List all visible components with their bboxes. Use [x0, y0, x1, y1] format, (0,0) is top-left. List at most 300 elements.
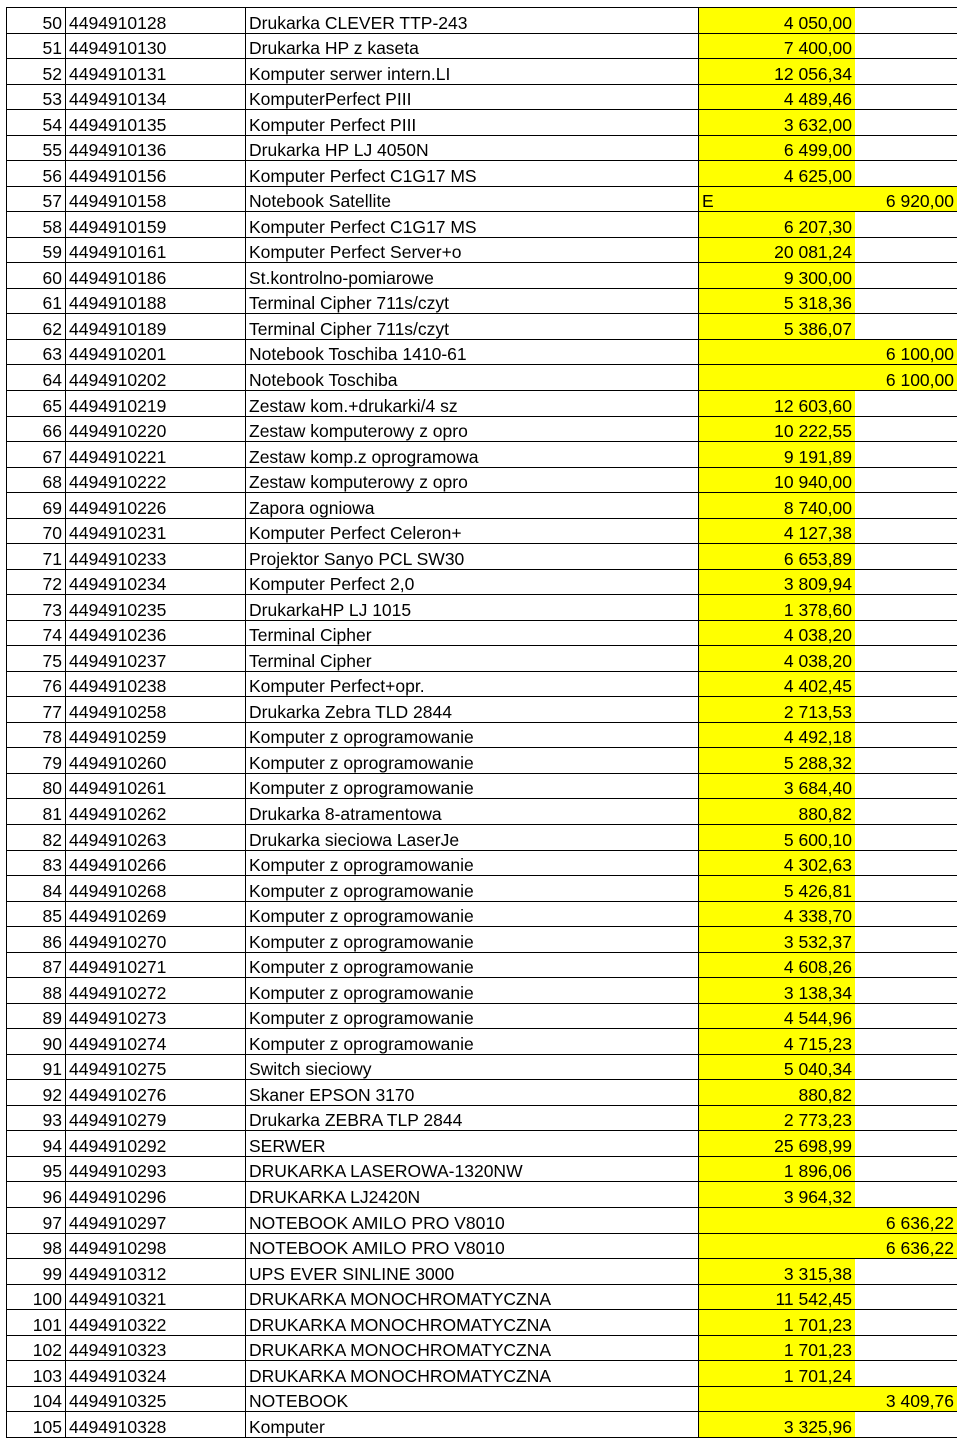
item-name-cell: Komputer Perfect PIII [246, 110, 699, 136]
value-secondary-cell [855, 263, 957, 289]
row-number-cell: 61 [7, 288, 66, 314]
inventory-number-cell: 4494910293 [66, 1156, 246, 1182]
value-cell: 1 701,23 [699, 1310, 856, 1336]
inventory-number-cell: 4494910234 [66, 569, 246, 595]
table-row [7, 569, 958, 595]
table-row [7, 1310, 958, 1336]
inventory-number-cell: 4494910226 [66, 493, 246, 519]
value-secondary-cell [855, 416, 957, 442]
inventory-number-cell: 4494910135 [66, 110, 246, 136]
row-number-cell: 74 [7, 620, 66, 646]
table-row [7, 876, 958, 902]
table-row [7, 799, 958, 825]
value-secondary-cell [855, 8, 957, 34]
value-cell: 880,82 [699, 1080, 856, 1106]
inventory-number-cell: 4494910189 [66, 314, 246, 340]
value-secondary-cell [855, 544, 957, 570]
inventory-number-cell: 4494910238 [66, 671, 246, 697]
table-row [7, 8, 958, 34]
value-cell: 6 499,00 [699, 135, 856, 161]
item-name-cell: Drukarka HP LJ 4050N [246, 135, 699, 161]
item-name-cell: Komputer Perfect Celeron+ [246, 518, 699, 544]
row-number-cell: 93 [7, 1105, 66, 1131]
table-row [7, 927, 958, 953]
value-secondary-cell [855, 1335, 957, 1361]
value-cell: 4 038,20 [699, 646, 856, 672]
inventory-number-cell: 4494910321 [66, 1284, 246, 1310]
table-row [7, 671, 958, 697]
value-cell: 11 542,45 [699, 1284, 856, 1310]
table-row [7, 263, 958, 289]
item-name-cell: Zestaw komp.z oprogramowa [246, 442, 699, 468]
row-number-cell: 63 [7, 339, 66, 365]
item-name-cell: Zestaw kom.+drukarki/4 sz [246, 390, 699, 416]
item-name-cell: Komputer z oprogramowanie [246, 876, 699, 902]
value-secondary-cell: 3 409,76 [855, 1386, 957, 1412]
row-number-cell: 51 [7, 33, 66, 59]
category-mark: E [702, 191, 714, 212]
table-row [7, 59, 958, 85]
item-name-cell: Zapora ogniowa [246, 493, 699, 519]
item-name-cell: Komputer z oprogramowanie [246, 927, 699, 953]
inventory-number-cell: 4494910325 [66, 1386, 246, 1412]
item-name-cell: Komputer [246, 1412, 699, 1438]
table-row [7, 1386, 958, 1412]
inventory-number-cell: 4494910322 [66, 1310, 246, 1336]
value-cell: 1 701,23 [699, 1335, 856, 1361]
value-cell: 7 400,00 [699, 33, 856, 59]
inventory-number-cell: 4494910235 [66, 595, 246, 621]
value-secondary-cell [855, 671, 957, 697]
table-row [7, 1207, 958, 1233]
item-name-cell: DRUKARKA LASEROWA-1320NW [246, 1156, 699, 1182]
inventory-table-body [7, 8, 958, 1438]
value-secondary-cell [855, 237, 957, 263]
value-cell: 5 600,10 [699, 825, 856, 851]
row-number-cell: 84 [7, 876, 66, 902]
row-number-cell: 82 [7, 825, 66, 851]
item-name-cell: DRUKARKA MONOCHROMATYCZNA [246, 1361, 699, 1387]
table-row [7, 186, 958, 212]
inventory-number-cell: 4494910296 [66, 1182, 246, 1208]
item-name-cell: Komputer z oprogramowanie [246, 1029, 699, 1055]
item-name-cell: Drukarka HP z kaseta [246, 33, 699, 59]
row-number-cell: 57 [7, 186, 66, 212]
value-cell: 3 532,37 [699, 927, 856, 953]
table-row [7, 1284, 958, 1310]
value-secondary-cell: 6 636,22 [855, 1233, 957, 1259]
table-row [7, 110, 958, 136]
item-name-cell: Komputer z oprogramowanie [246, 952, 699, 978]
item-name-cell: Komputer z oprogramowanie [246, 901, 699, 927]
value-cell: 6 207,30 [699, 212, 856, 238]
value-cell: 5 386,07 [699, 314, 856, 340]
value-cell: 4 038,20 [699, 620, 856, 646]
item-name-cell: Komputer Perfect C1G17 MS [246, 212, 699, 238]
inventory-number-cell: 4494910312 [66, 1259, 246, 1285]
inventory-number-cell: 4494910261 [66, 773, 246, 799]
value-secondary-cell [855, 748, 957, 774]
item-name-cell: Drukarka ZEBRA TLP 2844 [246, 1105, 699, 1131]
inventory-number-cell: 4494910272 [66, 978, 246, 1004]
inventory-number-cell: 4494910328 [66, 1412, 246, 1438]
table-row [7, 901, 958, 927]
value-secondary-cell [855, 978, 957, 1004]
table-row [7, 135, 958, 161]
row-number-cell: 76 [7, 671, 66, 697]
item-name-cell: Terminal Cipher [246, 620, 699, 646]
inventory-number-cell: 4494910275 [66, 1054, 246, 1080]
value-secondary-cell [855, 773, 957, 799]
item-name-cell: NOTEBOOK AMILO PRO V8010 [246, 1207, 699, 1233]
value-cell: 5 288,32 [699, 748, 856, 774]
item-name-cell: Terminal Cipher 711s/czyt [246, 314, 699, 340]
row-number-cell: 66 [7, 416, 66, 442]
row-number-cell: 104 [7, 1386, 66, 1412]
inventory-number-cell: 4494910219 [66, 390, 246, 416]
value-cell: 8 740,00 [699, 493, 856, 519]
value-cell: 4 489,46 [699, 84, 856, 110]
row-number-cell: 53 [7, 84, 66, 110]
table-row [7, 84, 958, 110]
value-cell: 25 698,99 [699, 1131, 856, 1157]
value-secondary-cell [855, 1156, 957, 1182]
table-row [7, 620, 958, 646]
value-secondary-cell [855, 952, 957, 978]
value-secondary-cell [855, 697, 957, 723]
item-name-cell: Komputer z oprogramowanie [246, 850, 699, 876]
value-secondary-cell: 6 100,00 [855, 339, 957, 365]
item-name-cell: Komputer serwer intern.LI [246, 59, 699, 85]
value-secondary-cell [855, 1003, 957, 1029]
value-secondary-cell: 6 920,00 [855, 186, 957, 212]
value-cell: 3 325,96 [699, 1412, 856, 1438]
value-secondary-cell [855, 467, 957, 493]
value-cell: 4 127,38 [699, 518, 856, 544]
row-number-cell: 92 [7, 1080, 66, 1106]
item-name-cell: Komputer z oprogramowanie [246, 978, 699, 1004]
table-row [7, 978, 958, 1004]
inventory-number-cell: 4494910237 [66, 646, 246, 672]
value-cell [699, 1233, 856, 1259]
value-secondary-cell [855, 1412, 957, 1438]
value-secondary-cell [855, 569, 957, 595]
table-row [7, 467, 958, 493]
table-row [7, 722, 958, 748]
value-cell: 3 632,00 [699, 110, 856, 136]
item-name-cell: Drukarka 8-atramentowa [246, 799, 699, 825]
value-cell: 4 608,26 [699, 952, 856, 978]
inventory-number-cell: 4494910323 [66, 1335, 246, 1361]
table-row [7, 748, 958, 774]
value-cell: 4 715,23 [699, 1029, 856, 1055]
table-row [7, 1105, 958, 1131]
row-number-cell: 58 [7, 212, 66, 238]
table-row [7, 1182, 958, 1208]
value-cell: 5 318,36 [699, 288, 856, 314]
inventory-number-cell: 4494910231 [66, 518, 246, 544]
table-row [7, 416, 958, 442]
value-secondary-cell [855, 1080, 957, 1106]
value-cell: 4 544,96 [699, 1003, 856, 1029]
value-cell: 5 426,81 [699, 876, 856, 902]
inventory-number-cell: 4494910324 [66, 1361, 246, 1387]
inventory-number-cell: 4494910262 [66, 799, 246, 825]
row-number-cell: 68 [7, 467, 66, 493]
inventory-number-cell: 4494910258 [66, 697, 246, 723]
row-number-cell: 81 [7, 799, 66, 825]
inventory-number-cell: 4494910260 [66, 748, 246, 774]
row-number-cell: 87 [7, 952, 66, 978]
inventory-number-cell: 4494910274 [66, 1029, 246, 1055]
inventory-number-cell: 4494910292 [66, 1131, 246, 1157]
table-row [7, 773, 958, 799]
value-secondary-cell [855, 850, 957, 876]
item-name-cell: Komputer z oprogramowanie [246, 773, 699, 799]
value-secondary-cell [855, 314, 957, 340]
item-name-cell: Notebook Satellite [246, 186, 699, 212]
row-number-cell: 75 [7, 646, 66, 672]
row-number-cell: 50 [7, 8, 66, 34]
value-cell: 1 701,24 [699, 1361, 856, 1387]
item-name-cell: St.kontrolno-pomiarowe [246, 263, 699, 289]
value-cell: 9 300,00 [699, 263, 856, 289]
item-name-cell: NOTEBOOK [246, 1386, 699, 1412]
item-name-cell: Terminal Cipher 711s/czyt [246, 288, 699, 314]
value-cell: 4 625,00 [699, 161, 856, 187]
item-name-cell: Komputer z oprogramowanie [246, 722, 699, 748]
item-name-cell: Skaner EPSON 3170 [246, 1080, 699, 1106]
value-secondary-cell [855, 722, 957, 748]
table-row [7, 288, 958, 314]
value-secondary-cell [855, 595, 957, 621]
value-cell: 10 222,55 [699, 416, 856, 442]
inventory-number-cell: 4494910271 [66, 952, 246, 978]
value-secondary-cell [855, 1259, 957, 1285]
item-name-cell: Notebook Toschiba 1410-61 [246, 339, 699, 365]
inventory-number-cell: 4494910161 [66, 237, 246, 263]
table-row [7, 161, 958, 187]
table-row [7, 1156, 958, 1182]
value-secondary-cell [855, 825, 957, 851]
inventory-number-cell: 4494910298 [66, 1233, 246, 1259]
table-row [7, 442, 958, 468]
table-row [7, 33, 958, 59]
value-cell: 12 056,34 [699, 59, 856, 85]
row-number-cell: 99 [7, 1259, 66, 1285]
table-row [7, 1361, 958, 1387]
item-name-cell: Drukarka Zebra TLD 2844 [246, 697, 699, 723]
item-name-cell: DRUKARKA MONOCHROMATYCZNA [246, 1310, 699, 1336]
item-name-cell: Komputer Perfect+opr. [246, 671, 699, 697]
inventory-number-cell: 4494910201 [66, 339, 246, 365]
row-number-cell: 52 [7, 59, 66, 85]
value-secondary-cell [855, 927, 957, 953]
table-row [7, 237, 958, 263]
value-secondary-cell [855, 1054, 957, 1080]
item-name-cell: Komputer z oprogramowanie [246, 748, 699, 774]
inventory-number-cell: 4494910131 [66, 59, 246, 85]
row-number-cell: 89 [7, 1003, 66, 1029]
value-cell: 12 603,60 [699, 390, 856, 416]
value-secondary-cell [855, 135, 957, 161]
inventory-number-cell: 4494910136 [66, 135, 246, 161]
value-cell [699, 339, 856, 365]
row-number-cell: 95 [7, 1156, 66, 1182]
item-name-cell: Komputer Perfect 2,0 [246, 569, 699, 595]
value-secondary-cell [855, 212, 957, 238]
table-row [7, 1003, 958, 1029]
table-row [7, 850, 958, 876]
value-cell: 3 964,32 [699, 1182, 856, 1208]
item-name-cell: Switch sieciowy [246, 1054, 699, 1080]
item-name-cell: DRUKARKA MONOCHROMATYCZNA [246, 1284, 699, 1310]
item-name-cell: UPS EVER SINLINE 3000 [246, 1259, 699, 1285]
table-row [7, 518, 958, 544]
value-cell: 3 138,34 [699, 978, 856, 1004]
inventory-table [6, 7, 957, 1438]
table-row [7, 544, 958, 570]
item-name-cell: NOTEBOOK AMILO PRO V8010 [246, 1233, 699, 1259]
row-number-cell: 67 [7, 442, 66, 468]
table-row [7, 952, 958, 978]
row-number-cell: 79 [7, 748, 66, 774]
item-name-cell: Notebook Toschiba [246, 365, 699, 391]
table-row [7, 1054, 958, 1080]
inventory-number-cell: 4494910134 [66, 84, 246, 110]
row-number-cell: 54 [7, 110, 66, 136]
value-cell: 10 940,00 [699, 467, 856, 493]
value-cell [699, 365, 856, 391]
row-number-cell: 69 [7, 493, 66, 519]
table-row [7, 1233, 958, 1259]
value-cell [699, 186, 856, 212]
row-number-cell: 77 [7, 697, 66, 723]
table-row [7, 212, 958, 238]
value-cell: 3 315,38 [699, 1259, 856, 1285]
table-row [7, 390, 958, 416]
value-secondary-cell [855, 33, 957, 59]
row-number-cell: 71 [7, 544, 66, 570]
inventory-number-cell: 4494910202 [66, 365, 246, 391]
inventory-number-cell: 4494910220 [66, 416, 246, 442]
item-name-cell: Komputer Perfect C1G17 MS [246, 161, 699, 187]
row-number-cell: 103 [7, 1361, 66, 1387]
row-number-cell: 90 [7, 1029, 66, 1055]
table-row [7, 1029, 958, 1055]
inventory-number-cell: 4494910159 [66, 212, 246, 238]
value-cell: 6 653,89 [699, 544, 856, 570]
inventory-number-cell: 4494910186 [66, 263, 246, 289]
value-cell: 9 191,89 [699, 442, 856, 468]
inventory-number-cell: 4494910297 [66, 1207, 246, 1233]
table-row [7, 1335, 958, 1361]
row-number-cell: 86 [7, 927, 66, 953]
row-number-cell: 65 [7, 390, 66, 416]
value-secondary-cell [855, 1284, 957, 1310]
row-number-cell: 97 [7, 1207, 66, 1233]
inventory-number-cell: 4494910156 [66, 161, 246, 187]
inventory-number-cell: 4494910233 [66, 544, 246, 570]
inventory-number-cell: 4494910276 [66, 1080, 246, 1106]
row-number-cell: 70 [7, 518, 66, 544]
value-secondary-cell [855, 1182, 957, 1208]
value-secondary-cell [855, 110, 957, 136]
row-number-cell: 62 [7, 314, 66, 340]
table-row [7, 1131, 958, 1157]
row-number-cell: 60 [7, 263, 66, 289]
row-number-cell: 80 [7, 773, 66, 799]
row-number-cell: 98 [7, 1233, 66, 1259]
item-name-cell: DRUKARKA LJ2420N [246, 1182, 699, 1208]
item-name-cell: Projektor Sanyo PCL SW30 [246, 544, 699, 570]
value-cell: 2 773,23 [699, 1105, 856, 1131]
row-number-cell: 100 [7, 1284, 66, 1310]
row-number-cell: 94 [7, 1131, 66, 1157]
value-cell: 1 378,60 [699, 595, 856, 621]
row-number-cell: 73 [7, 595, 66, 621]
row-number-cell: 96 [7, 1182, 66, 1208]
item-name-cell: Zestaw komputerowy z opro [246, 416, 699, 442]
inventory-number-cell: 4494910222 [66, 467, 246, 493]
row-number-cell: 101 [7, 1310, 66, 1336]
value-secondary-cell [855, 84, 957, 110]
value-cell: 4 050,00 [699, 8, 856, 34]
row-number-cell: 56 [7, 161, 66, 187]
value-cell: 3 809,94 [699, 569, 856, 595]
value-cell: 880,82 [699, 799, 856, 825]
inventory-number-cell: 4494910188 [66, 288, 246, 314]
value-secondary-cell [855, 518, 957, 544]
value-secondary-cell [855, 1361, 957, 1387]
value-cell: 20 081,24 [699, 237, 856, 263]
inventory-number-cell: 4494910266 [66, 850, 246, 876]
value-secondary-cell [855, 288, 957, 314]
inventory-number-cell: 4494910279 [66, 1105, 246, 1131]
inventory-number-cell: 4494910221 [66, 442, 246, 468]
row-number-cell: 91 [7, 1054, 66, 1080]
inventory-number-cell: 4494910158 [66, 186, 246, 212]
value-secondary-cell [855, 493, 957, 519]
table-row [7, 1080, 958, 1106]
value-cell: 4 492,18 [699, 722, 856, 748]
inventory-number-cell: 4494910273 [66, 1003, 246, 1029]
item-name-cell: Terminal Cipher [246, 646, 699, 672]
table-row [7, 646, 958, 672]
value-cell: 5 040,34 [699, 1054, 856, 1080]
value-secondary-cell [855, 1310, 957, 1336]
table-row [7, 314, 958, 340]
item-name-cell: KomputerPerfect PIII [246, 84, 699, 110]
row-number-cell: 83 [7, 850, 66, 876]
row-number-cell: 59 [7, 237, 66, 263]
inventory-number-cell: 4494910269 [66, 901, 246, 927]
table-row [7, 339, 958, 365]
table-row [7, 595, 958, 621]
table-row [7, 493, 958, 519]
value-secondary-cell [855, 620, 957, 646]
value-secondary-cell [855, 1029, 957, 1055]
row-number-cell: 55 [7, 135, 66, 161]
inventory-number-cell: 4494910130 [66, 33, 246, 59]
value-cell [699, 1207, 856, 1233]
inventory-number-cell: 4494910259 [66, 722, 246, 748]
row-number-cell: 64 [7, 365, 66, 391]
value-cell [699, 1386, 856, 1412]
table-row [7, 1259, 958, 1285]
item-name-cell: DRUKARKA MONOCHROMATYCZNA [246, 1335, 699, 1361]
value-secondary-cell: 6 636,22 [855, 1207, 957, 1233]
